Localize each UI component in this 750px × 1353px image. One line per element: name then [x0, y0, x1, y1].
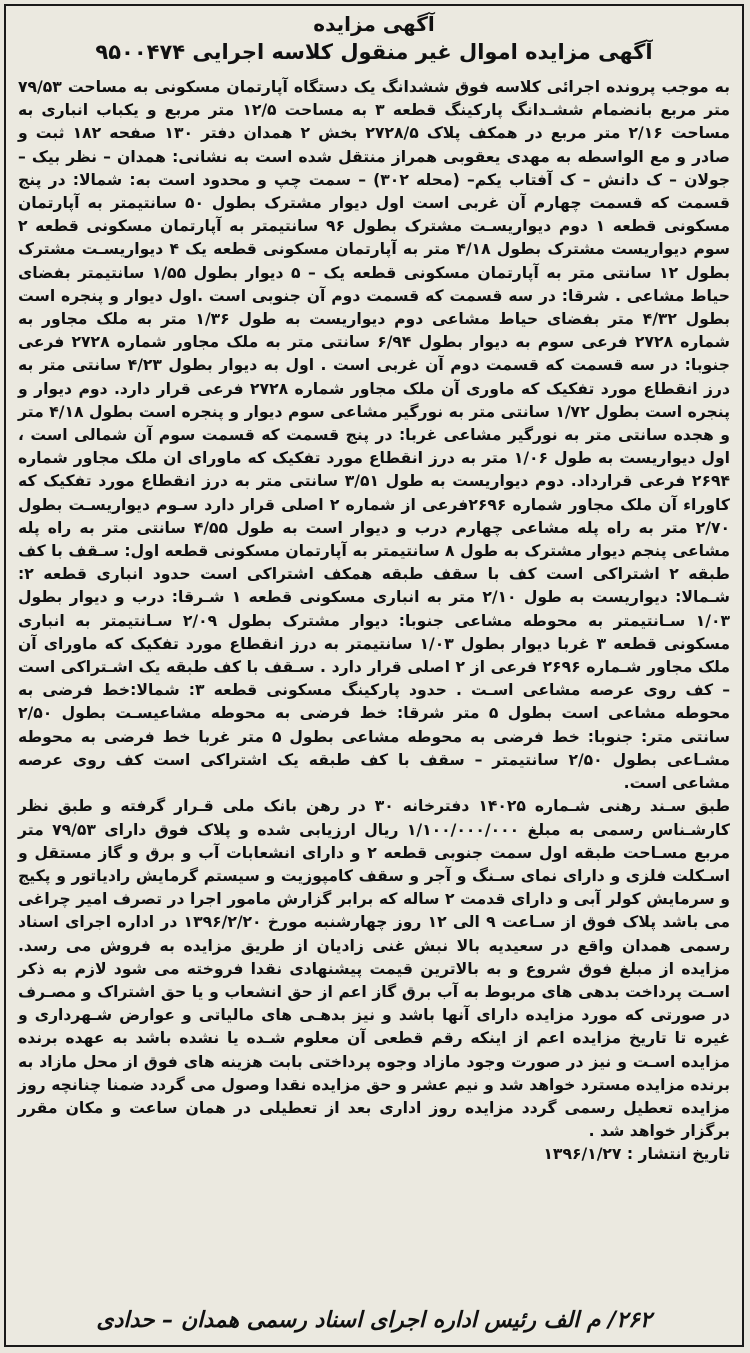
notice-heading: آگهی مزایده [313, 12, 435, 36]
signature-line: ۲۶۲/ م الف رئیس اداره اجرای اسناد رسمی همدان – حدادی [96, 1308, 652, 1333]
publish-date: تاریخ انتشار : ۱۳۹۶/۱/۲۷ [543, 1145, 730, 1164]
notice-body [18, 76, 730, 1167]
property-description-paragraph: به موجب پرونده اجرائی کلاسه فوق ششدانگ یک دستگاه آپارتمان مسکونی به مساحت ۷۹/۵۳ متر مربع بانضمام ششـدانگ پارکینگ قطعه ۳ به مساحت ۱۲/۵ متر مربع و یکباب انباری به مساحت ۲/۱۶ متر مربع در همکف پلاک ۲۷۲۸/۵ بخش ۲ همدان دفتر ۱۳۰ صفحه ۱۸۲ ثبت و صادر و مع الواسطه به مهدی یعقوبی همراز منتقل شده است به نشانی: همدان – نظر بیک – جولان – ک دانش – ک آفتاب یکم– (محله ۳۰۲) – سمت چپ و محدود است به: شمالا: در پنج قسمت که قسمت چهارم آن غربی است اول دیوار مشترک بطول ۵۰ سانتیمتر به آپارتمان مسکونی قطعه ۱ دوم دیواریسـت مشترک بطول ۹۶ سانتیمتر به آپارتمان مسکونی قطعه ۲ سوم دیواریست مشترک بطول ۴/۱۸ متر به آپارتمان مسکونی قطعه یک ۴ دیواریسـت مشترک بطول ۱۲ سانتی متر به آپارتمان مسکونی قطعه یک – ۵ دیوار بطول ۱/۵۵ سانتیمتر بفضای حیاط مشاعی . شرقا: در سه قسمت که قسمت دوم آن جنوبی است .اول دیوار و پنجره است بطول ۴/۳۲ متر بفضای حیاط مشاعی دوم دیواریست به طول ۱/۳۶ متر به ملک مجاور به شماره ۲۷۲۸ فرعی سوم به دیوار بطول ۶/۹۴ سانتی متر به ملک مجاور شماره ۲۷۲۸ فرعی جنوبا: در سه قسمت که قسمت دوم آن غربی است . اول به دیوار بطول ۴/۲۳ سانتی متر به درز انقطاع مورد تفکیک که ماوری آن ملک مجاور شماره ۲۷۲۸ فرعی قرار دارد. دوم دیوار و پنجره است بطول ۱/۷۲ سانتی متر به نورگیر مشاعی سوم دیوار و پنجره است بطول ۴/۱۸ متر و هجده سانتی متر به نورگیر مشاعی غربا: در پنج قسمت که قسمت سوم آن شمالی است ، اول دیواریست به طول ۱/۰۶ متر به درز انقطاع مورد تفکیک که ماورای ان ملک مجاور شماره ۲۶۹۴ فرعی قرارداد. دوم دیواریست به طول ۳/۵۱ سانتی متر به درز انقطاع مورد تفکیک که کاوراء آن ملک مجاور شماره ۲۶۹۶فرعی از شماره ۲ اصلی قرار دارد سـوم دیواریسـت بطول ۲/۷۰ متر به راه پله مشاعی چهارم درب و دیوار است به طول ۴/۵۵ سانتی متر به راه پله مشاعی پنجم دیوار مشترک به طول ۸ سانتیمتر به آپارتمان مسکونی قطعه اول: سـقف با کف طبقه ۲ اشتراکی است کف با سقف طبقه همکف اشتراکی است حدود انباری قطعه ۲: شـمالا: دیواریست به طول ۲/۱۰ متر به انباری مسکونی قطعه ۱ شـرقا: درب و دیوار بطول ۱/۰۳ سـانتیمتر به محوطه مشاعی جنوبا: دیوار مشترک بطول ۲/۰۹ سـانتیمتر به انباری مسکونی قطعه ۳ غربا دیوار بطول ۱/۰۳ سانتیمتر به درز انقطاع مورد تفکیک که ماورای آن ملک مجاور شـماره ۲۶۹۶ فرعی از ۲ اصلی قرار دارد . سـقف با کف طبقه یک اشـتراکی است – کف روی عرصه مشاعی اسـت . حدود پارکینگ مسکونی قطعه ۳: شمالا:خط فرضی به محوطه مشاعی است بطول ۵ متر شرقا: خط فرضی به محوطه مشاعیسـت بطول ۲/۵۰ سانتی متر: جنوبا: خط فرضی به محوطه مشاعی بطول ۵ متر غربا خط فرضی به محوطه مشـاعی بطول ۲/۵۰ سانتیمتر – سقف با کف طبقه یک اشتراکی است کف روی عرصه مشاعی است. [18, 78, 731, 793]
auction-terms-paragraph: طبق سـند رهنی شـماره ۱۴۰۲۵ دفترخانه ۳۰ در رهن بانک ملی قـرار گرفته و طبق نظر کارشـناس رسمی به مبلغ ۱/۱۰۰/۰۰۰/۰۰۰ ریال ارزیابی شده و پلاک فوق دارای ۷۹/۵۳ متر مربع مسـاحت طبقه اول سمت جنوبی قطعه ۲ و دارای انشعابات آب و برق و گاز مستقل و اسـکلت فلزی و دارای نمای سـنگ و آجر و سقف کامپوزیت و سیستم گرمایش رادیاتور و پکیج و سرمایش کولر آبی و دارای قدمت ۲ ساله که برابر گزارش مامور اجرا در تصرف امیر چراغی می باشد پلاک فوق از سـاعت ۹ الی ۱۲ روز چهارشنبه مورخ ۱۳۹۶/۲/۲۰ در اداره اجرای اسناد رسمی همدان واقع در سعیدیه بالا نبش غنی زادیان از طریق مزایده به فروش می رسد. مزایده از مبلغ فوق شروع و به بالاترین قیمت پیشنهادی نقدا فروخته می شود لازم به ذکر اسـت پرداخت بدهی های مربوط به آب برق گاز اعم از حق انشعاب و یا حق اشتراک و مصـرف در صورتی که مورد مزایده دارای آنها باشد و نیز بدهـی های مالیاتی و عوارض شـهرداری و غیره تا تاریخ مزایده اعم از اینکه رقم قطعی آن معلوم شـده یا نشده باشد به عهده برنده مزایده اسـت و نیز در صورت وجود مازاد وجوه پرداختی بابت هزینه های فوق از محل مازاد به برنده مزایده مسترد خواهد شد و نیم عشر و حق مزایده نقدا وصول می گردد ضمنا چنانچه روز مزایده تعطیل رسمی گردد مزایده روز اداری بعد از تعطیلی در همان ساعت و مکان مقرر برگزار خواهد شد . [18, 797, 731, 1141]
notice-sheet [4, 4, 744, 1347]
notice-title: آگهی مزایده اموال غیر منقول کلاسه اجرایی ۹۵۰۰۴۷۴ [95, 40, 653, 64]
